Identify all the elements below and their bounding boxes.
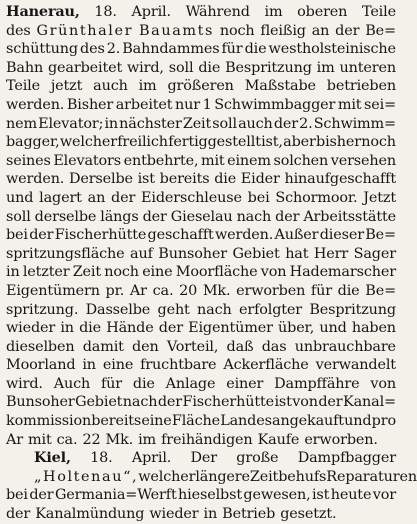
word: Zeit <box>182 115 212 132</box>
word: für <box>221 41 243 58</box>
text-line <box>6 431 396 450</box>
word: für <box>100 375 123 392</box>
word: die <box>244 41 267 58</box>
word: Bespritzung <box>309 301 396 318</box>
word: wieder <box>6 320 56 337</box>
word: bereits <box>159 171 210 188</box>
word: Dampfbagger <box>297 450 396 467</box>
word: Während <box>185 4 250 20</box>
word: der <box>29 487 54 504</box>
word: pr. <box>105 282 125 299</box>
word: Teile <box>361 4 396 20</box>
word: Arbeitsstätte <box>303 208 396 225</box>
word: Be= <box>365 227 396 244</box>
text-line <box>6 393 396 412</box>
word: arbeitet <box>115 96 173 113</box>
word: unbrauchbare <box>294 338 396 355</box>
word: Bisher <box>66 96 114 113</box>
word: Schwimmbagger <box>214 96 336 113</box>
word: für <box>310 282 332 299</box>
word: freilich <box>117 134 168 151</box>
word: nur <box>175 96 200 113</box>
word: werden. <box>6 171 65 188</box>
word: gearbeitet <box>48 59 123 76</box>
word: Moorfläche <box>175 264 258 281</box>
word: 2. <box>106 41 121 58</box>
word: soll <box>168 59 194 76</box>
text-line <box>6 115 396 134</box>
word: eine <box>142 264 173 281</box>
word: bereits <box>91 413 142 430</box>
word: geht <box>157 301 190 318</box>
word: Sager <box>353 245 396 262</box>
word: lagert <box>39 189 82 206</box>
word: nach <box>122 394 158 411</box>
word: Bahndammes <box>122 41 220 58</box>
word: längere <box>195 468 250 485</box>
word: der <box>29 227 54 244</box>
word: heute <box>330 487 372 504</box>
word: die <box>337 282 360 299</box>
word: Zeit <box>72 264 102 281</box>
word: April. <box>131 4 171 20</box>
word: in <box>104 115 119 132</box>
word: in <box>6 264 20 281</box>
word: erworben. <box>304 431 378 448</box>
word: Germania=Werft <box>54 487 177 504</box>
text-line <box>6 319 396 338</box>
word: auch <box>238 115 273 132</box>
word: Fläche <box>171 413 220 430</box>
word: ist <box>137 171 155 188</box>
word: mit <box>200 152 225 169</box>
word: der <box>157 394 183 411</box>
word: werden. <box>6 96 65 113</box>
text-line <box>6 412 396 431</box>
word: 18. <box>94 4 117 20</box>
text-line <box>6 282 396 301</box>
word: Ackerfläche <box>223 357 309 374</box>
word: Ar <box>6 431 23 448</box>
text-line <box>6 59 396 78</box>
word: bei <box>247 189 270 206</box>
word: von <box>292 394 318 411</box>
word: solchen <box>273 152 329 169</box>
word: des <box>6 22 31 39</box>
dateline-hanerau: Hanerau, <box>6 3 80 20</box>
word: Landes <box>220 413 272 430</box>
word: Vorteil, <box>166 338 219 355</box>
word: die <box>214 171 237 188</box>
word: des <box>80 41 105 58</box>
word: eine <box>102 357 134 374</box>
word: Eider <box>240 171 280 188</box>
word: Dasselbe <box>85 301 151 318</box>
word: Be= <box>365 22 396 39</box>
text-line <box>6 40 396 59</box>
word: Mk. <box>105 431 134 448</box>
word: Teile <box>6 78 40 95</box>
word: freihändigen <box>161 431 253 448</box>
word: noch <box>361 134 396 151</box>
word: im <box>316 59 335 76</box>
word: dieselben <box>6 338 75 355</box>
word: bei <box>6 487 28 504</box>
word: noch <box>104 264 139 281</box>
word: im <box>138 431 157 448</box>
word: Gebiet <box>75 394 123 411</box>
word: Hände <box>106 320 154 337</box>
word: im <box>138 78 157 95</box>
text-line <box>6 208 396 227</box>
word: der <box>275 208 300 225</box>
word: Moorland <box>6 357 76 374</box>
word: Eiderschleuse <box>141 189 242 206</box>
word: versehen <box>330 152 396 169</box>
word: angekauft <box>272 413 344 430</box>
word: fertiggestellt <box>168 134 261 151</box>
word: 20 <box>179 282 198 299</box>
word: ca. <box>56 431 78 448</box>
word: Schormoor. <box>275 189 358 206</box>
text-line <box>6 226 396 245</box>
text-line <box>6 468 417 487</box>
word: aber <box>283 134 316 151</box>
word: der <box>318 394 343 411</box>
word: 1 <box>202 96 212 113</box>
word: derselbe <box>34 208 97 225</box>
word: die <box>132 375 155 392</box>
word: Herr <box>313 245 349 262</box>
text-line <box>6 301 396 320</box>
text-line <box>6 486 396 505</box>
word: einer <box>226 375 264 392</box>
word: werden. <box>214 227 274 244</box>
text-line <box>6 170 396 189</box>
word: gesetzt. <box>280 506 337 523</box>
word: Betrieb <box>222 506 276 523</box>
word: bisher <box>316 134 361 151</box>
text-line <box>6 245 396 264</box>
word: Kanalmündung <box>35 506 145 523</box>
word: Mk. <box>202 282 231 299</box>
word: ist, <box>261 134 283 151</box>
word: April. <box>131 450 172 467</box>
word: der <box>335 22 360 39</box>
word: Ar <box>129 282 147 299</box>
word: Maßstabe <box>244 78 316 95</box>
word: der <box>6 506 31 523</box>
word: an <box>311 22 330 39</box>
word: eine <box>141 413 172 430</box>
word: nach <box>197 301 232 318</box>
word: Bahn <box>6 59 44 76</box>
word: welcher <box>59 134 117 151</box>
word: dieser <box>319 227 364 244</box>
word: wird, <box>127 59 164 76</box>
emphasized-name: Bauamts <box>138 22 214 39</box>
word: ist <box>311 487 330 504</box>
text-line <box>6 263 396 282</box>
word: entbehrte, <box>123 152 199 169</box>
word: wieder <box>149 506 199 523</box>
word: der <box>142 208 167 225</box>
word: betrieben <box>326 78 396 95</box>
word: ist <box>274 394 292 411</box>
word: Dampffähre <box>274 375 360 392</box>
word: ca. <box>152 282 174 299</box>
word: und <box>319 320 347 337</box>
word: längs <box>100 208 139 225</box>
word: verwandelt <box>315 357 396 374</box>
word: Außer <box>274 227 319 244</box>
word: gewesen, <box>243 487 311 504</box>
word: erworben <box>236 282 306 299</box>
word: 2. <box>299 115 313 132</box>
word: mit <box>337 96 362 113</box>
text-line <box>6 189 396 208</box>
word: daß <box>226 338 254 355</box>
word: Schwimm= <box>313 115 396 132</box>
word: Anlage <box>165 375 216 392</box>
word: und <box>344 413 372 430</box>
word: mit <box>28 431 52 448</box>
word: die <box>79 320 101 337</box>
word: Reparaturen <box>326 468 417 485</box>
word: jetzt <box>50 78 83 95</box>
text-line <box>6 152 396 171</box>
word: Elevator; <box>38 115 104 132</box>
word: der <box>158 320 183 337</box>
word: auf <box>130 245 153 262</box>
word: haben <box>351 320 396 337</box>
word: schüttung <box>6 41 78 58</box>
word: von <box>370 375 396 392</box>
word: den <box>132 338 159 355</box>
word: hinaufgeschafft <box>284 171 396 188</box>
word: der <box>111 189 136 206</box>
word: soll <box>212 115 237 132</box>
word: nach <box>236 208 272 225</box>
text-line <box>6 96 396 115</box>
word: Bunsoher <box>158 245 227 262</box>
word: seines <box>6 152 51 169</box>
word: damit <box>82 338 124 355</box>
word: an <box>87 189 106 206</box>
word: 22 <box>82 431 101 448</box>
text-line <box>6 133 396 152</box>
word: Hademarscher <box>289 264 396 281</box>
word: Elevators <box>53 152 122 169</box>
text-line <box>6 3 396 22</box>
word: behufs <box>278 468 327 485</box>
word: erfolgter <box>238 301 302 318</box>
article-text <box>6 3 417 524</box>
word: Kanal= <box>343 394 396 411</box>
word: der <box>273 115 298 132</box>
word: Gebiet <box>232 245 280 262</box>
word: noch <box>219 22 255 39</box>
word: Bunsoher <box>6 394 75 411</box>
word: auch <box>93 78 128 95</box>
word: westholsteinische <box>268 41 396 58</box>
word: Fischerhütte <box>54 227 147 244</box>
word: Fischerhütte <box>182 394 274 411</box>
word: in <box>60 320 74 337</box>
word: hieselbst <box>178 487 242 504</box>
word: Bespritzung <box>225 59 312 76</box>
word: im <box>264 4 283 20</box>
text-line <box>6 505 396 524</box>
word: bei <box>6 227 28 244</box>
text-line <box>6 375 396 394</box>
word: große <box>236 450 279 467</box>
word: in <box>203 506 218 523</box>
text-line <box>6 338 396 357</box>
word: Be= <box>365 282 396 299</box>
word: vor <box>372 487 396 504</box>
word: nächster <box>119 115 182 132</box>
text-line <box>6 77 396 96</box>
word: nem <box>6 115 37 132</box>
word: Der <box>190 450 217 467</box>
emphasized-name: Grünthaler <box>36 22 134 39</box>
word: Kaufe <box>257 431 300 448</box>
word: einem <box>227 152 271 169</box>
word: bagger, <box>6 134 60 151</box>
word: Zeit <box>249 468 279 485</box>
word: kommission <box>6 413 92 430</box>
word: spritzung. <box>6 301 79 318</box>
emphasized-name: „Holtenau“, <box>34 468 139 485</box>
word: unteren <box>339 59 396 76</box>
word: das <box>261 338 287 355</box>
word: pro <box>371 413 396 430</box>
word: von <box>260 264 287 281</box>
word: die <box>198 59 221 76</box>
word: und <box>6 189 34 206</box>
word: Eigentümern <box>6 282 100 299</box>
word: über, <box>278 320 315 337</box>
word: Derselbe <box>68 171 133 188</box>
word: hat <box>285 245 309 262</box>
word: Eigentümer <box>188 320 273 337</box>
word: wird. <box>6 375 43 392</box>
word: Jetzt <box>363 189 396 206</box>
word: sei= <box>364 96 396 113</box>
word: fleißig <box>260 22 306 39</box>
word: soll <box>6 208 31 225</box>
text-line <box>6 22 396 41</box>
text-line <box>6 449 396 468</box>
word: welcher <box>138 468 196 485</box>
word: fruchtbare <box>140 357 217 374</box>
word: Gieselau <box>170 208 233 225</box>
word: in <box>82 357 96 374</box>
word: 18. <box>90 450 113 467</box>
word: geschafft <box>147 227 214 244</box>
word: spritzungsfläche <box>6 245 125 262</box>
word: oberen <box>297 4 348 20</box>
text-line <box>6 356 396 375</box>
word: größeren <box>167 78 234 95</box>
dateline-kiel: Kiel, <box>34 449 71 467</box>
word: Auch <box>53 375 91 392</box>
word: letzter <box>22 264 70 281</box>
